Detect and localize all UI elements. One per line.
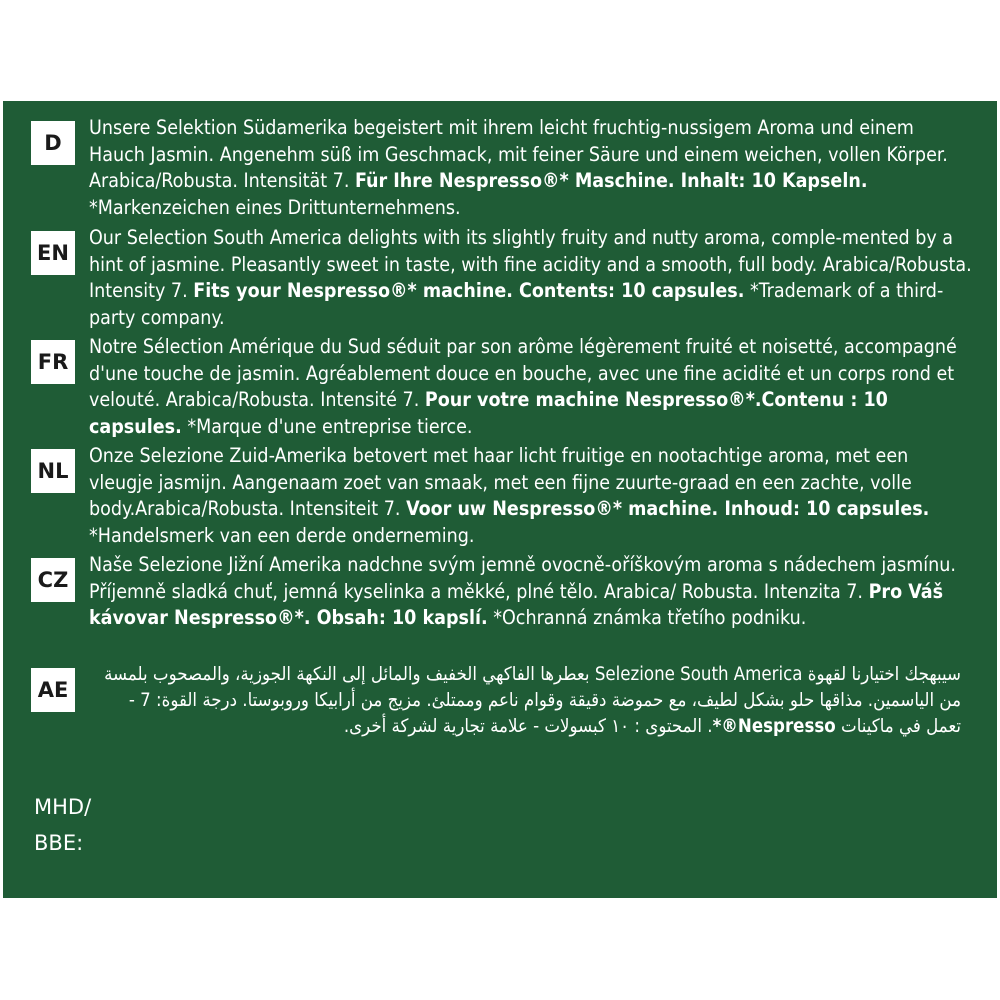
description-de-text: Unsere Selektion Südamerika begeistert mit ihrem leicht fruchtig-nussigem Aroma und einem Hauch Jasmin. Angenehm süß im Geschmack, mit feiner Säure und einem weichen, vollen Körper. Arabica/Robusta. Intensität 7. (89, 116, 948, 192)
description-nl-tail: *Handelsmerk van een derde onderneming. (89, 523, 475, 547)
description-en-text: Our Selection South America delights with its slightly fruity and nutty aroma, comple-mented by a hint of jasmine. Pleasantly sweet in taste, with fine acidity and a smooth, full body. Arabica/Robusta. Intensity 7. (89, 226, 972, 302)
description-cz-text: Naše Selezione Jižní Amerika nadchne svým jemně ovocně-oříškovým aroma s nádechem jasmínu. Příjemně sladká chuť, jemná kyselinka a měkké, plné tělo. Arabica/ Robusta. Intenzita 7. (89, 553, 956, 603)
description-nl (89, 443, 973, 549)
description-en (89, 225, 973, 331)
description-cz-tail: *Ochranná známka třetího podniku. (487, 606, 807, 629)
description-nl-bold: Voor uw Nespresso®* machine. Inhoud: 10 capsules. (406, 497, 930, 520)
description-cz (89, 552, 973, 632)
language-badge-en: EN (31, 231, 75, 275)
description-fr-bold: Pour votre machine Nespresso®*.Contenu : 10 capsules. (89, 388, 888, 438)
language-badge-ae: AE (31, 668, 75, 712)
description-en-bold: Fits your Nespresso®* machine. Contents: 10 capsules. (193, 279, 745, 302)
language-badge-nl: NL (31, 449, 75, 493)
description-de-tail: *Markenzeichen eines Drittunternehmens. (89, 195, 461, 219)
description-nl-text: Onze Selezione Zuid-Amerika betovert met haar licht fruitige en nootachtige aroma, met een vleugje jasmijn. Aangenaam zoet van smaak, met een fijne zuurte-graad en een zachte, volle body.Arabica/Robusta. Intensiteit 7. (89, 444, 912, 520)
best-before-label-mhd: MHD/ (34, 795, 92, 819)
description-fr (89, 334, 973, 440)
description-ae-text: سيبهجك اختيارنا لقهوة Selezione South America بعطرها الفاكهي الخفيف والمائل إلى النكهة الجوزية، والمصحوب بلمسة من الياسمين. مذاقها حلو بشكل لطيف، مع حموضة دقيقة وقوام ناعم وممتلئ. مزيج من أرابيكا وروبوستا. درجة القوة: 7 - تعمل في ماكينات (104, 664, 961, 737)
language-badge-cz: CZ (31, 558, 75, 602)
description-ae-tail: . المحتوى : ١٠ كبسولات - علامة تجارية لشركة أخرى. (343, 716, 713, 737)
description-de-bold: Für Ihre Nespresso®* Maschine. Inhalt: 10 Kapseln. (354, 169, 868, 192)
description-ae-bold: Nespresso®* (712, 716, 836, 737)
best-before-label-bbe: BBE: (34, 831, 84, 855)
description-fr-text: Notre Sélection Amérique du Sud séduit par son arôme légèrement fruité et noisetté, accompagné d'une touche de jasmin. Agréablement douce en bouche, avec une fine acidité et un corps rond et velouté. Arabica/Robusta. Intensité 7. (89, 335, 957, 411)
description-cz-bold: Pro Váš kávovar Nespresso®*. Obsah: 10 kapslí. (89, 579, 944, 629)
description-en-tail: *Trademark of a third-party company. (89, 279, 944, 329)
description-fr-tail: *Marque d'une entreprise tierce. (181, 414, 473, 438)
description-de (89, 115, 973, 221)
description-ae (95, 662, 961, 740)
label-panel (3, 101, 997, 898)
language-badge-de: D (31, 121, 75, 165)
language-badge-fr: FR (31, 340, 75, 384)
